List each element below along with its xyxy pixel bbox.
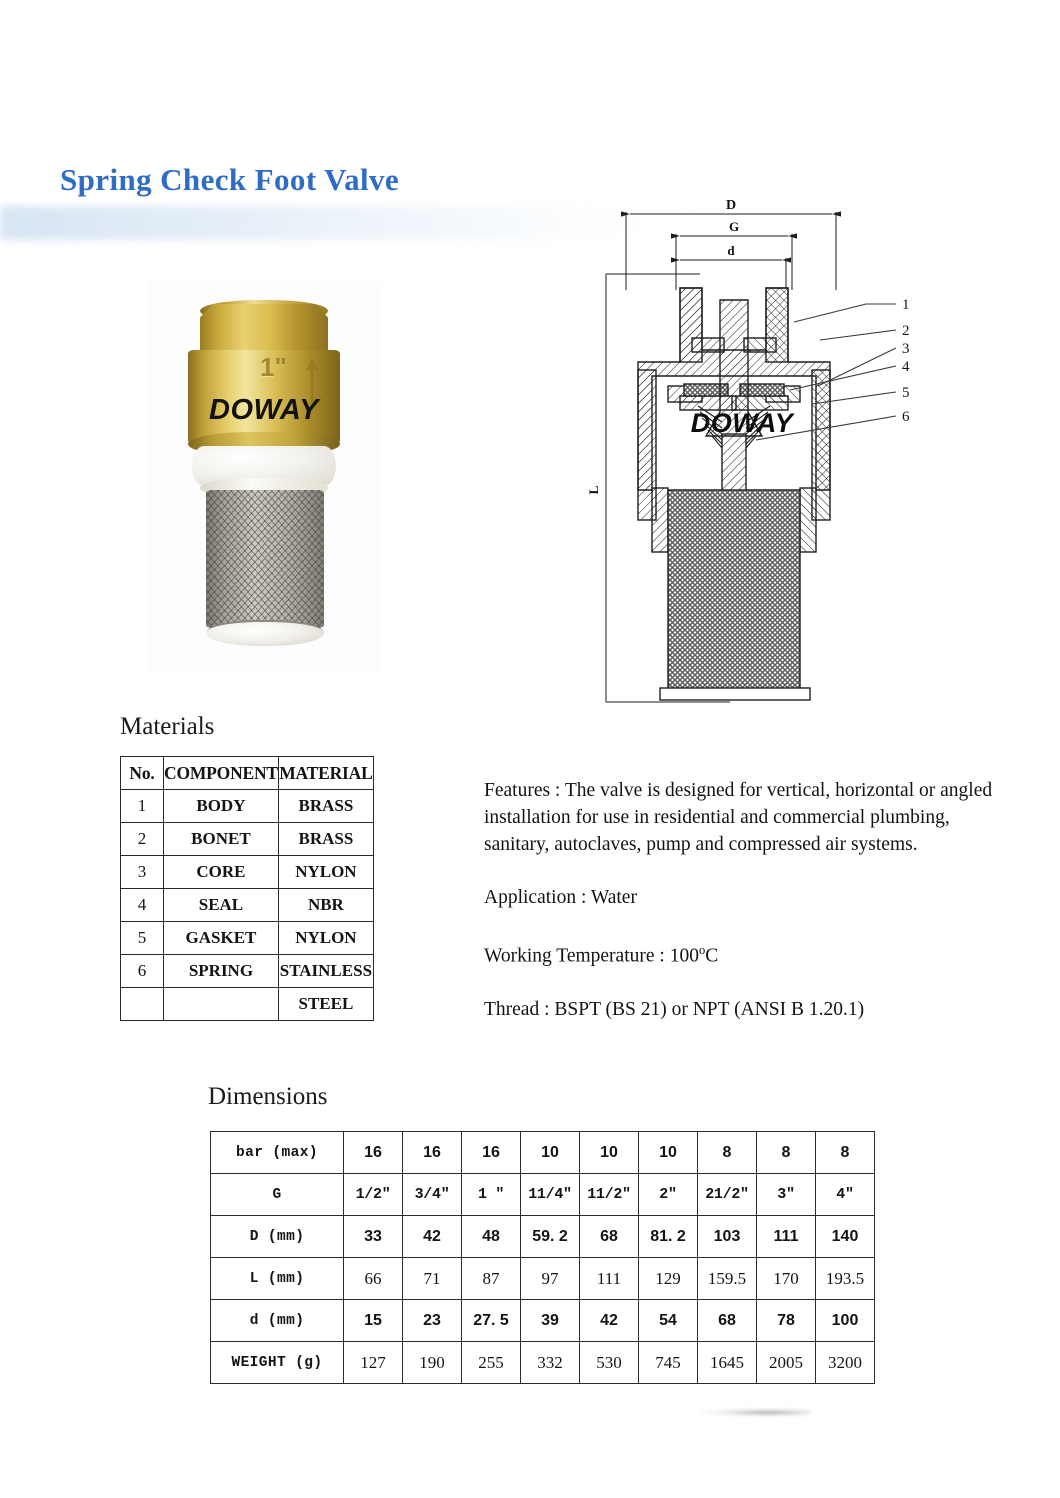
dimension-label-D: D (725, 198, 737, 213)
callout-6: 6 (902, 409, 910, 425)
materials-table (120, 756, 374, 1021)
materials-col-no: No. (121, 757, 164, 790)
table-header-row (121, 757, 374, 790)
table-row: 3 CORE NYLON (121, 856, 374, 889)
table-row: 2 BONET BRASS (121, 823, 374, 856)
degree-symbol: o (698, 943, 706, 957)
callout-5: 5 (902, 385, 910, 401)
valve-mesh-strainer (206, 490, 324, 628)
table-row: 4 SEAL NBR (121, 889, 374, 922)
dimensions-heading: Dimensions (208, 1083, 328, 1110)
dimensions-table (210, 1131, 875, 1384)
dimension-label-d: d (727, 243, 735, 258)
specifications-block (484, 777, 1004, 1023)
product-photo (148, 282, 380, 674)
table-row: G 1/2" 3/4" 1 " 11/4" 11/2" 2" 21/2" 3" 4" (211, 1174, 875, 1216)
dimension-label-L: L (586, 485, 601, 495)
spec-features: Features : The valve is designed for vertical, horizontal or angled installation for use in residential and commercial plumbing, sanitary, autoclaves, pump and compressed air systems. (484, 780, 993, 855)
callout-1: 1 (902, 297, 910, 313)
materials-heading: Materials (120, 713, 215, 740)
table-row: 1 BODY BRASS (121, 790, 374, 823)
table-row: 5 GASKET NYLON (121, 922, 374, 955)
drawing-logo: DOWAY (690, 408, 794, 438)
product-photo-logo: DOWAY (209, 394, 319, 426)
spec-application: Application : Water (484, 887, 637, 908)
callout-3: 3 (902, 341, 910, 357)
table-row: WEIGHT (g) 127 190 255 332 530 745 1645 2005 3200 (211, 1342, 875, 1384)
technical-drawing (580, 190, 940, 720)
spec-thread: Thread : BSPT (BS 21) or NPT (ANSI B 1.20.1) (484, 998, 865, 1020)
dimension-label-G: G (728, 219, 740, 234)
valve-strainer-base (206, 620, 324, 646)
temperature-unit: C (705, 945, 719, 967)
valve-hex-body (200, 304, 328, 356)
callout-2: 2 (902, 323, 910, 339)
materials-col-material: MATERIAL (278, 757, 373, 790)
table-row: d (mm) 15 23 27. 5 39 42 54 68 78 100 (211, 1300, 875, 1342)
table-row: bar (max) 16 16 16 10 10 10 8 8 8 (211, 1132, 875, 1174)
table-row: D (mm) 33 42 48 59. 2 68 81. 2 103 111 140 (211, 1216, 875, 1258)
table-row: L (mm) 66 71 87 97 111 129 159.5 170 193.5 (211, 1258, 875, 1300)
valve-size-marking: 1" (260, 352, 287, 382)
callout-4: 4 (902, 359, 910, 375)
page-title: Spring Check Foot Valve (60, 162, 400, 197)
scan-artifact-smudge (700, 1408, 810, 1417)
cross-section-svg (580, 190, 940, 720)
materials-col-component: COMPONENT (164, 757, 279, 790)
table-row: 6 SPRING STAINLESS (121, 955, 374, 988)
spec-temperature-text: Working Temperature : 100 (484, 945, 699, 967)
spec-temperature (484, 937, 1004, 970)
table-row-continuation: STEEL (121, 988, 374, 1021)
